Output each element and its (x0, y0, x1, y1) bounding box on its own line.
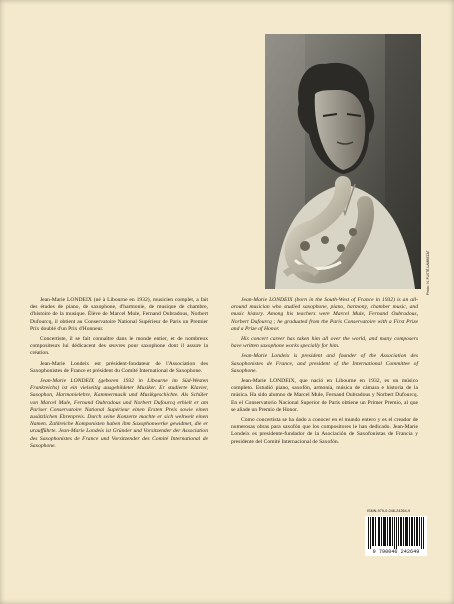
english-bio-paragraph-1: Jean-Marie LONDEIX (born in the South-West of France in 1932) is an all-around musician who studied saxophone, piano, harmony, chamber music, and music history. Among his teachers were Marcel Mule, Fernand Oubradous, Norbert Dufourcq ; he graduated from the Paris Conservatoire with a First Prize and a Prize of Honor. (231, 297, 418, 332)
ismn-number: ISMN-979-0-046-24264-9 (367, 509, 411, 513)
saxophonist-portrait-icon (265, 34, 421, 289)
photo-credit (426, 235, 434, 295)
portrait-photo (265, 34, 421, 289)
english-bio-paragraph-3: Jean-Marie Londeix is president and founder of the Association des Saxophonistes de France, and president of the International Committee of Saxophone. (231, 353, 418, 374)
german-bio-paragraph: Jean-Marie LONDEIX (geboren 1932 in Libourne im Süd-Westen Frankreichs) ist ein vielseitig ausgebildeter Musiker. Er studierte Klavier, Saxophon, Harmonielehre, Kammermusik und Musikgeschichte. Als Schüler von Marcel Mule, Fernand Oubradous und Norbert Dufourcq erhielt er am Pariser Conservatoire National Supérieur einen Ersten Preis sowie einen zusätzlichen Ehrenpreis. Durch seine Konzerte machte er sich weltweit einen Namen. Zahlreiche Komponisten haben ihm Saxophonwerke gewidmet, die er uraufführte. Jean-Marie Londeix ist Gründer und Vorsitzender der Association des Saxophonistes de France und Vorsitzender des Comité International de Saxophone. (30, 378, 208, 449)
spanish-bio-paragraph-1: Jean-Marie LONDEIX, que nació en Libourne en 1932, es un músico completo. Estudió piano, saxofón, armonía, música de cámara e historia de la música. Ha sido alumno de Marcel Mule, Fernand Oubradous y Norbert Dufourcq. En el Conservatorio Nacional Superior de París obtiene un Primer Premio, al que se añade un Premio de Honor. (231, 378, 418, 413)
left-column (30, 297, 208, 453)
english-bio-paragraph-2: His concert career has taken him all over the world, and many composers have written saxophone works specially for him. (231, 336, 418, 350)
spanish-bio-paragraph-2: Como concertista se ha dado a conocer en el mundo entero y es el creador de numerosas obras para saxofón que los compositores le han dedicado. Jean-Marie Londeix es presidente-fundador de la Asociación de Saxofonistas de Francia y presidente del Comité Internacional de Saxofón. (231, 417, 418, 445)
french-bio-paragraph-2: Concertiste, il se fait connaître dans le monde entier, et de nombreux compositeurs lui dédicacent des œuvres pour saxophone dont il assure la création. (30, 336, 208, 357)
barcode-digits: 9 790046 242649 (365, 549, 427, 556)
french-bio-paragraph-1: Jean-Marie LONDEIX (né à Libourne en 1932), musicien complet, a fait des études de piano, de saxophone, d'harmonie, de musique de chambre, d'histoire de la musique. Élève de Marcel Mule, Fernand Oubradous, Norbert Dufourcq, il obtient au Conservatoire National Supérieur de Paris un Premier Prix doublé d'un Prix d'Honneur. (30, 297, 208, 332)
french-bio-paragraph-3: Jean-Marie Londeix est président-fondateur de l'Association des Saxophonistes de France et président du Comité International de Saxophone. (30, 360, 208, 374)
right-column (231, 297, 418, 449)
photo-credit-text: Photo : N. FUSTÉ-LAMBEZAT (426, 250, 430, 295)
barcode-icon (365, 516, 427, 549)
